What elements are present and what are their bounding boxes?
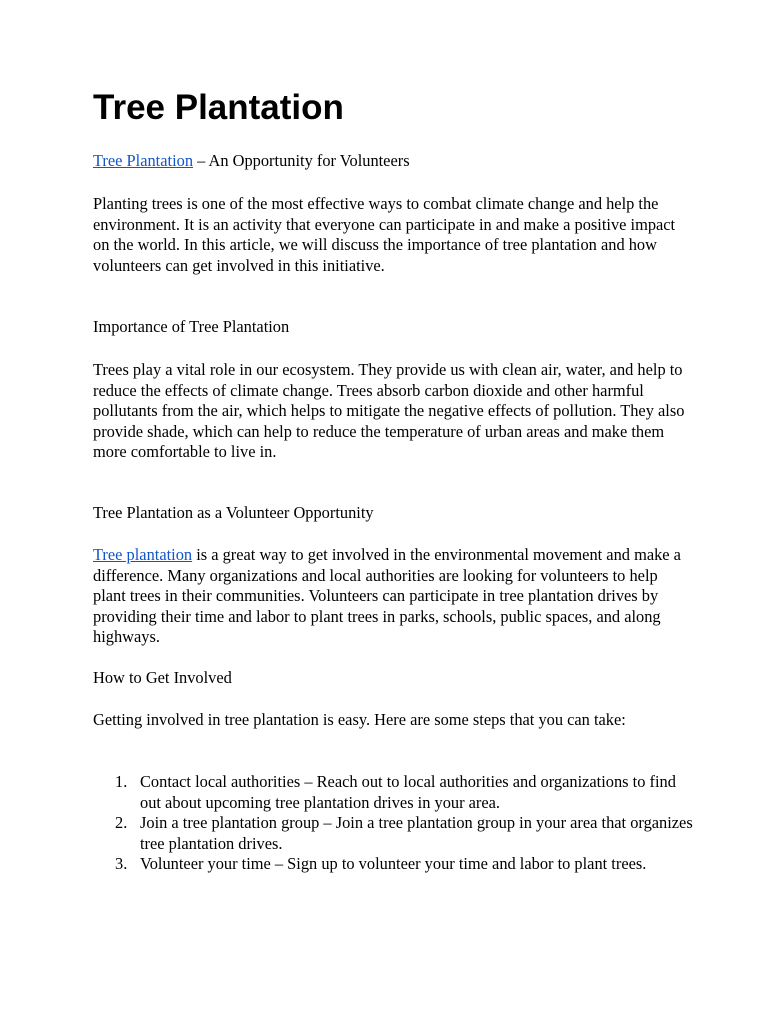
list-item-text: Contact local authorities – Reach out to local authorities and organizations to find out about upcoming tree plantation drives in your area.: [140, 772, 676, 812]
heading-how-to-get-involved: How to Get Involved: [93, 668, 232, 687]
paragraph-volunteer: [93, 545, 693, 648]
list-item: [93, 854, 693, 875]
heading-importance: Importance of Tree Plantation: [93, 317, 290, 336]
list-item-number: 2.: [115, 813, 128, 832]
paragraph-get-involved: Getting involved in tree plantation is easy. Here are some steps that you can take:: [93, 710, 626, 729]
paragraph-importance: Trees play a vital role in our ecosystem. They provide us with clean air, water, and help to reduce the effects of climate change. Trees absorb carbon dioxide and other harmful pollutants from the air, which helps to mitigate the negative effects of pollution. They also provide shade, which can help to reduce the temperature of urban areas and make them more comfortable to live in.: [93, 360, 685, 461]
intro-subtitle: – An Opportunity for Volunteers: [193, 151, 410, 170]
list-item: [93, 772, 693, 813]
list-item-number: 1.: [115, 772, 128, 791]
paragraph-volunteer-text: is a great way to get involved in the environmental movement and make a difference. Many organizations and local authorities are looking for volunteers to help plant trees in their communities. Volunteers can participate in tree plantation drives by providing their time and labor to plant trees in parks, schools, public spaces, and along highways.: [93, 545, 681, 646]
tree-plantation-link[interactable]: Tree Plantation: [93, 151, 194, 170]
intro-line: [93, 151, 693, 172]
heading-volunteer-opportunity: Tree Plantation as a Volunteer Opportunity: [93, 503, 374, 522]
list-item: [93, 813, 693, 854]
list-item-text: Join a tree plantation group – Join a tree plantation group in your area that organizes tree plantation drives.: [140, 813, 693, 853]
steps-list: [93, 772, 693, 875]
paragraph-intro: Planting trees is one of the most effective ways to combat climate change and help the environment. It is an activity that everyone can participate in and make a positive impact on the world. In this article, we will discuss the importance of tree plantation and how volunteers can get involved in this initiative.: [93, 194, 676, 275]
tree-plantation-inline-link[interactable]: Tree plantation: [93, 545, 193, 564]
list-item-number: 3.: [115, 854, 128, 873]
document-title: Tree Plantation: [93, 88, 344, 127]
list-item-text: Volunteer your time – Sign up to volunteer your time and labor to plant trees.: [140, 854, 647, 873]
